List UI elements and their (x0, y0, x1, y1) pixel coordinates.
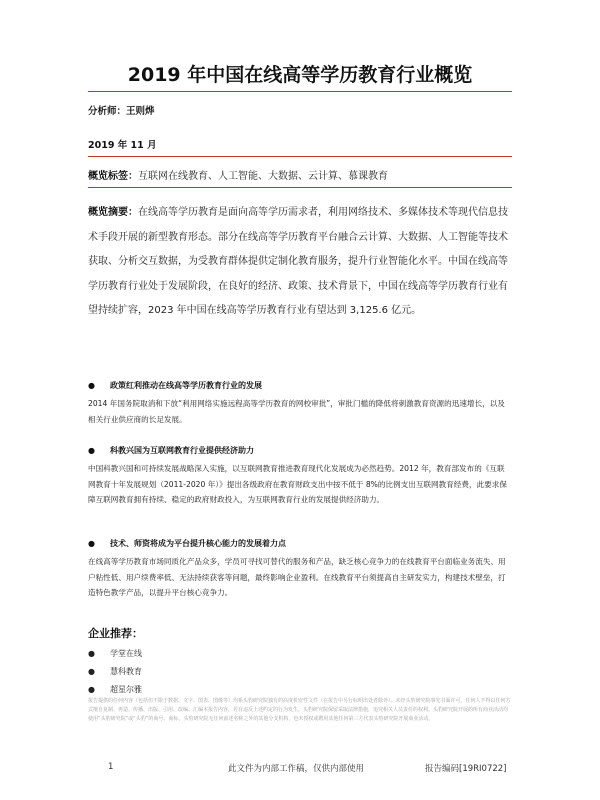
recommendation-title: 企业推荐： (88, 627, 143, 640)
bullet-icon: ● (88, 667, 95, 676)
section-technology (88, 536, 512, 601)
summary-label: 概览摘要： (88, 207, 138, 218)
date-divider (88, 156, 512, 157)
report-code: 报告编码[19RI0722] (425, 764, 507, 774)
section-heading (88, 443, 512, 459)
section-heading (88, 378, 512, 394)
title-divider (88, 91, 512, 92)
tags-divider (88, 187, 512, 188)
list-item (88, 645, 142, 663)
company-list (88, 645, 142, 699)
report-date: 2019 年 11 月 (88, 140, 157, 151)
section-economy (88, 443, 512, 508)
overview-summary (88, 201, 512, 324)
overview-tags (88, 167, 388, 182)
section-heading (88, 536, 512, 552)
page-title: 2019 年中国在线高等学历教育行业概览 (127, 64, 473, 86)
section-heading-text: 科教兴国为互联网教育行业提供经济助力 (110, 446, 254, 455)
analyst: 分析师：王则烨 (88, 106, 155, 117)
bullet-icon: ● (88, 539, 95, 548)
bullet-icon: ● (88, 649, 95, 658)
bullet-icon: ● (88, 381, 95, 390)
bullet-icon: ● (88, 685, 95, 694)
section-body: 在线高等学历教育市场同质化产品众多，学员可寻找可替代的服务和产品，缺乏核心竞争力的在线教育平台面临业务流失、用户粘性低、用户续费率低、无法持续获客等问题，最终影响企业盈利。在线教育平台须提高自主研发实力，构建技术壁垒，打造特色教学产品，以提升平台核心竞争力。 (88, 557, 506, 598)
section-body: 中国科教兴国和可持续发展战略深入实施，以互联网教育推进教育现代化发展成为必然趋势。2012 年，教育部发布的《互联网教育十年发展规划（2011-2020 年）》提出各级政府在教育财政支出中按不低于 8%的比例支出互联网教育经费，此要求保障互联网教育拥有持续、稳定的政府财政投入，为互联网教育行业的发展提供经济助力。 (88, 464, 507, 505)
section-heading-text: 技术、师资将成为平台提升核心能力的发展着力点 (110, 539, 286, 548)
disclaimer: 报告提供的任何内容（包括但不限于数据、文字、图表、图像等）均系头豹研究院独有的高度机密性文件（在报告中另行标明出处者除外）。未经头豹研究院事先书面许可，任何人不得以任何方式擅自复制、再造、传播、出版、引用、改编、汇编本报告内容，若有违反上述约定的行为发生，头豹研究院保留采取法律措施，追究相关人员责任的权利。头豹研究院开展的所有商业活动均使用“头豹研究院”或“头豹”的商号、商标，头豹研究院无任何前述名称之外的其他分支机构，也未授权或聘用其他任何第三方代表头豹研究院开展商业活动。 (88, 698, 511, 722)
tags-value: 互联网在线教育、人工智能、大数据、云计算、慕课教育 (138, 171, 388, 182)
company-name: 学堂在线 (110, 649, 142, 658)
company-name: 超星尔雅 (110, 685, 142, 694)
internal-notice: 此文件为内部工作稿，仅供内部使用 (228, 764, 365, 774)
summary-text: 在线高等学历教育是面向高等学历需求者，利用网络技术、多媒体技术等现代信息技术手段开展的新型教育形态。部分在线高等学历教育平台融合云计算、大数据、人工智能等技术获取、分析交互数据，为受教育群体提供定制化教育服务，提升行业智能化水平。中国在线高等学历教育行业处于发展阶段，在良好的经济、政策、技术背景下，中国在线高等学历教育行业有望持续扩容，2023 年中国在线高等学历教育行业有望达到 3,125.6 亿元。 (88, 207, 508, 316)
section-heading-text: 政策红利推动在线高等学历教育行业的发展 (110, 381, 262, 390)
bullet-icon: ● (88, 446, 95, 455)
section-policy (88, 378, 512, 427)
company-name: 慧科教育 (110, 667, 142, 676)
tags-label: 概览标签： (88, 171, 138, 182)
page-number: 1 (108, 762, 114, 772)
list-item (88, 663, 142, 681)
section-body: 2014 年国务院取消和下放“利用网络实施远程高等学历教育的网校审批”，审批门槛的降低将刺激教育资源的迅速增长，以及相关行业供应商的长足发展。 (88, 399, 505, 424)
